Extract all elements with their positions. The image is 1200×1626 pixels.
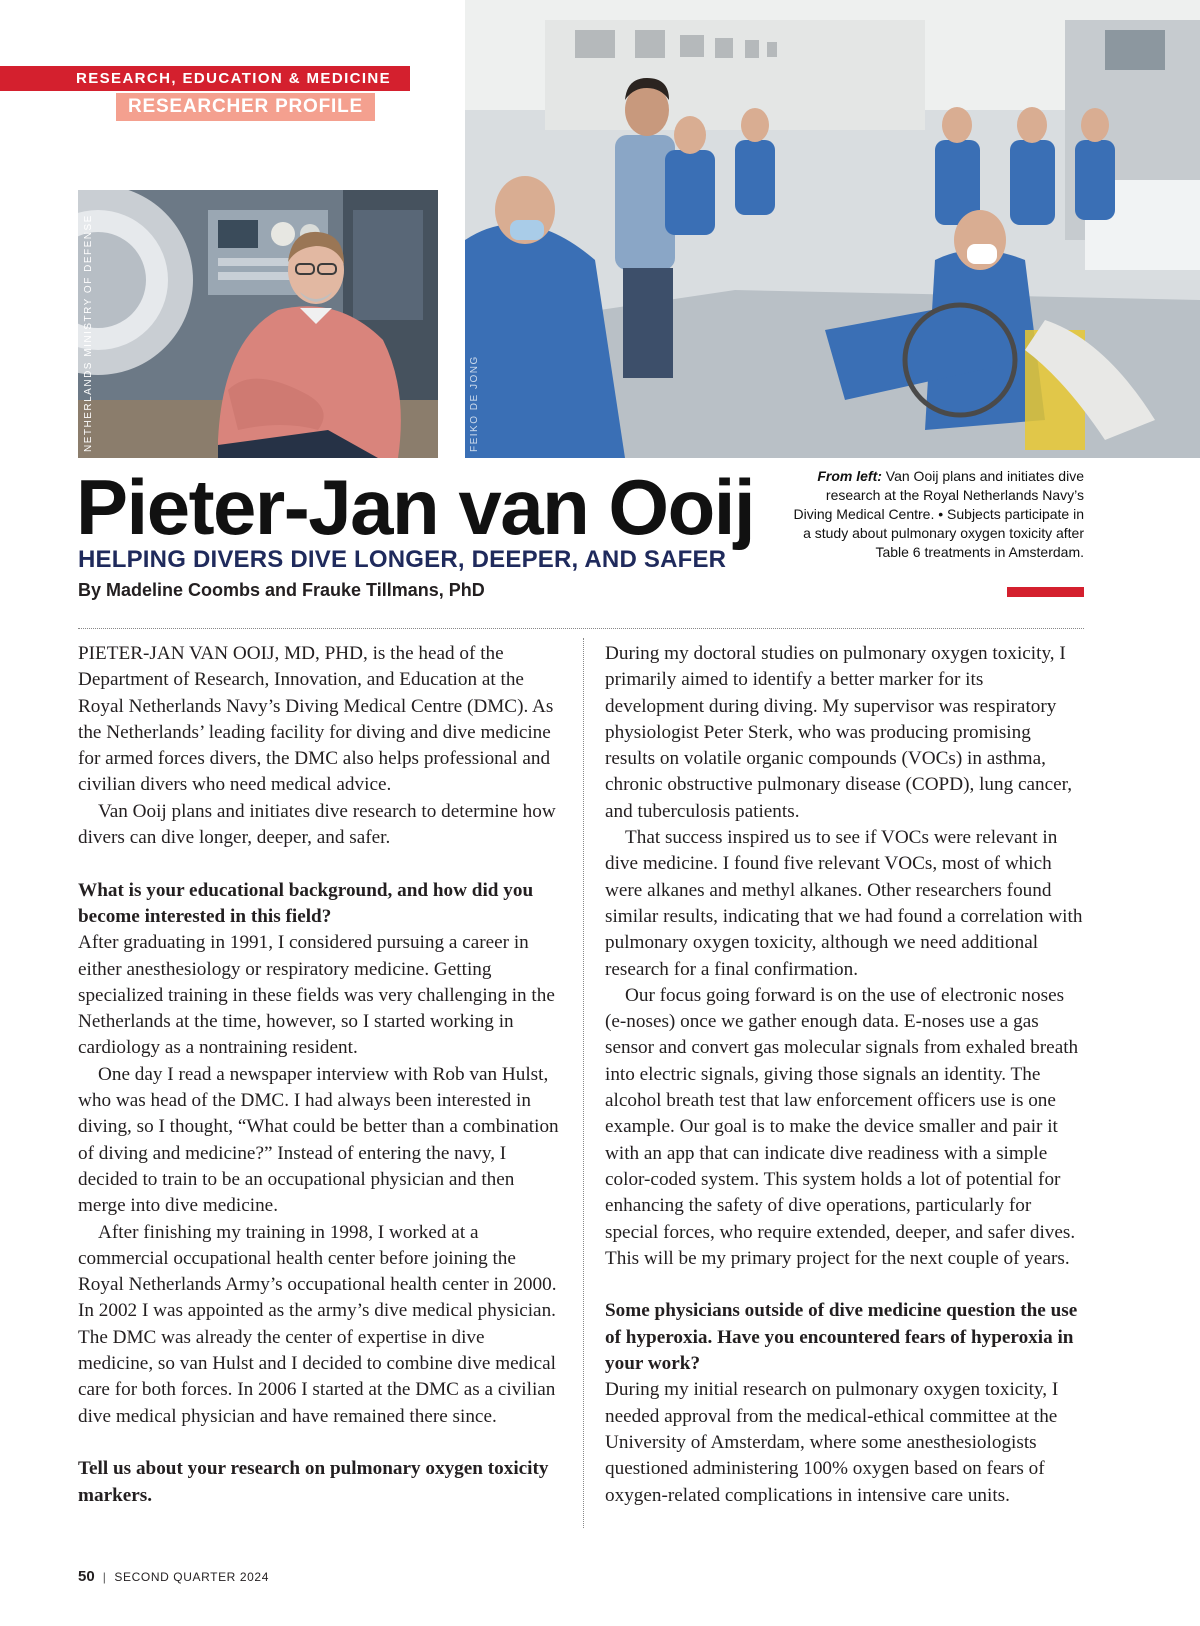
chamber-photo-credit: FEIKO DE JONG bbox=[469, 355, 480, 452]
article-deck: HELPING DIVERS DIVE LONGER, DEEPER, AND SAFER bbox=[78, 546, 727, 573]
interview-question: Some physicians outside of dive medicine question the use of hyperoxia. Have you encountered fears of hyperoxia in your work? bbox=[605, 1300, 1078, 1375]
header-divider bbox=[78, 628, 1084, 629]
interview-question: Tell us about your research on pulmonary oxygen toxicity markers. bbox=[78, 1458, 549, 1506]
page-footer bbox=[78, 1568, 269, 1585]
footer-separator: | bbox=[102, 1570, 107, 1584]
caption-accent-bar bbox=[1007, 587, 1084, 597]
body-paragraph: One day I read a newspaper interview with Rob van Hulst, who was head of the DMC. I had always been interested in diving, so I thought, “What could be better than a combination of diving and medicine?” Instead of entering the navy, I decided to train to be an occupational physician and then merge into dive medicine. bbox=[78, 1063, 559, 1217]
interview-question: What is your educational background, and how did you become interested in this field? bbox=[78, 879, 534, 927]
body-paragraph: That success inspired us to see if VOCs were relevant in dive medicine. I found five relevant VOCs, most of which were alkanes and methyl alkanes. Other researchers found similar results, indicating that we had found a correlation with pulmonary oxygen toxicity, although we need additional research for a final confirmation. bbox=[605, 827, 1083, 980]
portrait-photo bbox=[78, 190, 438, 458]
body-paragraph: PIETER-JAN VAN OOIJ, MD, PHD, is the head of the Department of Research, Innovation, and Education at the Royal Netherlands Navy’s Diving Medical Centre (DMC). As the Netherlands’ leading facility for diving and dive medicine for armed forces divers, the DMC also helps professional and civilian divers who need medical advice. bbox=[78, 643, 554, 796]
section-type-tag: RESEARCHER PROFILE bbox=[116, 93, 375, 121]
issue-label: SECOND QUARTER 2024 bbox=[114, 1570, 269, 1584]
body-paragraph: During my initial research on pulmonary oxygen toxicity, I needed approval from the medical-ethical committee at the University of Amsterdam, where some anesthesiologists questioned administering 100% oxygen based on fears of oxygen-related complications in intensive care units. bbox=[605, 1379, 1059, 1506]
photo-caption-text: Van Ooij plans and initiates dive research at the Royal Netherlands Navy’s Diving Medical Centre. • Subjects participate in a study about pulmonary oxygen toxicity after Table 6 treatments in Amsterdam. bbox=[793, 468, 1084, 560]
body-column-left bbox=[78, 641, 564, 1509]
article-headline: Pieter-Jan van Ooij bbox=[76, 463, 755, 551]
photo-caption bbox=[790, 467, 1084, 562]
body-paragraph: Our focus going forward is on the use of electronic noses (e-noses) once we gather enough data. E-noses use a gas sensor and convert gas molecular signals from exhaled breath into electric signals, giving those signals an identity. The alcohol breath test that law enforcement officers use is one example. Our goal is to make the device smaller and pair it with an app that can indicate dive readiness with a simple color-coded system. This system holds a lot of potential for enhancing the safety of dive operations, particularly for special forces, who require extended, deeper, and safer dives. This will be my primary project for the next couple of years. bbox=[605, 984, 1079, 1269]
body-paragraph: After graduating in 1991, I considered pursuing a career in either anesthesiology or respiratory medicine. Getting specialized training in these fields was very challenging in the Netherlands at the time, however, so I started working in cardiology as a nontraining resident. bbox=[78, 932, 555, 1059]
body-paragraph: During my doctoral studies on pulmonary oxygen toxicity, I primarily aimed to identify a better marker for its development during diving. My supervisor was respiratory physiologist Peter Sterk, who was producing promising results on volatile organic compounds (VOCs) in asthma, chronic obstructive pulmonary disease (COPD), lung cancer, and tuberculosis patients. bbox=[605, 643, 1073, 822]
body-column-right bbox=[605, 641, 1085, 1509]
body-paragraph: Van Ooij plans and initiates dive research to determine how divers can dive longer, deeper, and safer. bbox=[78, 800, 556, 849]
body-paragraph: After finishing my training in 1998, I worked at a commercial occupational health center before joining the Royal Netherlands Army’s occupational health center in 2000. In 2002 I was appointed as the army’s dive medical physician. The DMC was already the center of expertise in dive medicine, so van Hulst and I decided to combine dive medical care for both forces. In 2006 I started at the DMC as a civilian dive medical physician and have remained there since. bbox=[78, 1221, 557, 1427]
section-category-tag: RESEARCH, EDUCATION & MEDICINE bbox=[0, 66, 410, 91]
photo-caption-lead: From left: bbox=[817, 468, 882, 484]
chamber-study-photo bbox=[465, 0, 1200, 458]
article-byline: By Madeline Coombs and Frauke Tillmans, PhD bbox=[78, 580, 485, 600]
portrait-photo-credit: NETHERLANDS MINISTRY OF DEFENSE bbox=[83, 214, 94, 452]
page-number: 50 bbox=[78, 1568, 95, 1585]
column-divider bbox=[583, 638, 584, 1528]
